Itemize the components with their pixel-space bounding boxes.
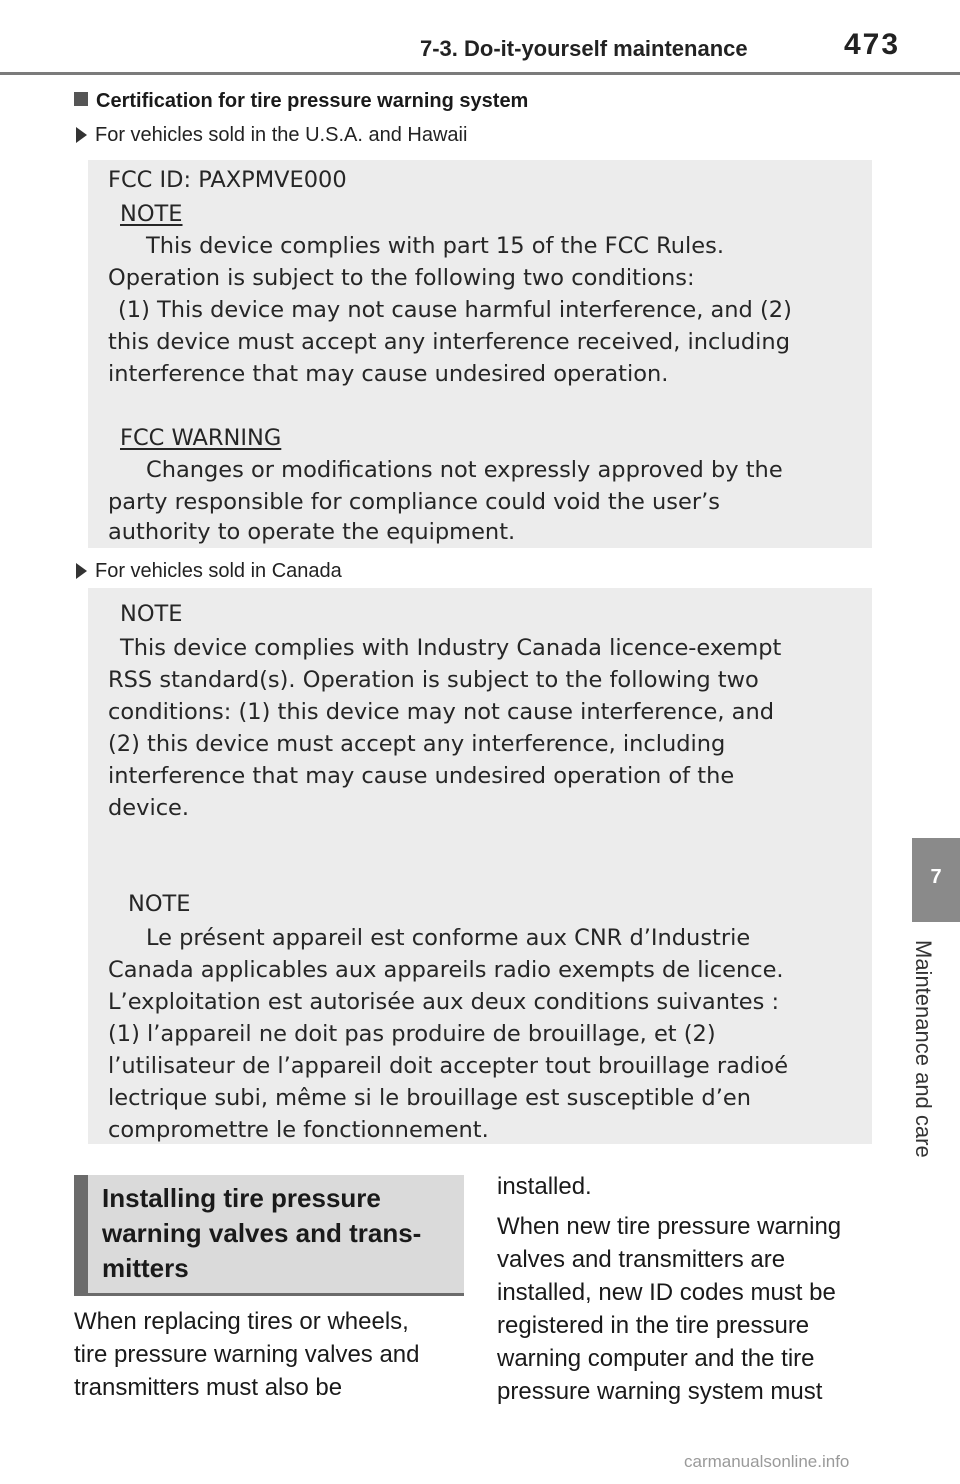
canada-note-fr-line: Le présent appareil est conforme aux CNR d’Industrie (146, 925, 751, 951)
installing-title-line: warning valves and trans- (102, 1218, 422, 1248)
installing-section-title (102, 1181, 421, 1286)
canada-note-en-line: (2) this device must accept any interference, including (108, 731, 726, 757)
fcc-note-line: This device complies with part 15 of the FCC Rules. (146, 233, 724, 259)
canada-note-en-heading: NOTE (120, 601, 183, 627)
fcc-warning-line: Changes or modifications not expressly approved by the (146, 457, 783, 483)
chapter-tab (912, 838, 960, 922)
certification-heading-text: Certification for tire pressure warning system (96, 90, 529, 112)
triangle-bullet-icon (76, 127, 87, 143)
installing-section-box (74, 1175, 464, 1295)
canada-note-en-line: device. (108, 795, 190, 821)
canada-note-fr-heading: NOTE (128, 891, 191, 917)
triangle-bullet-icon (76, 563, 87, 579)
canada-bullet-text: For vehicles sold in Canada (95, 560, 342, 582)
canada-note-en-line: conditions: (1) this device may not cause interference, and (108, 699, 774, 725)
page-header (0, 0, 960, 78)
installing-left-column (74, 1305, 420, 1404)
body-line: transmitters must also be (74, 1374, 343, 1401)
chapter-label (911, 940, 952, 1200)
page-number: 473 (844, 28, 901, 61)
fcc-warning-line: authority to operate the equipment. (108, 519, 516, 545)
fcc-note-line: Operation is subject to the following two conditions: (108, 265, 695, 291)
body-line: installed, new ID codes must be (497, 1279, 836, 1306)
canada-note-fr-line: L’exploitation est autorisée aux deux conditions suivantes : (108, 989, 780, 1015)
fcc-note-heading: NOTE (120, 201, 183, 227)
canada-label-image (88, 588, 872, 1144)
body-line: When replacing tires or wheels, (74, 1308, 409, 1335)
header-divider (0, 72, 960, 75)
installing-title-line: Installing tire pressure (102, 1183, 381, 1213)
fcc-warning-heading: FCC WARNING (120, 425, 282, 451)
canada-note-fr-line: Canada applicables aux appareils radio exempts de licence. (108, 957, 784, 983)
fcc-label-image (88, 160, 872, 548)
body-line: registered in the tire pressure (497, 1312, 810, 1339)
canada-note-en-line: This device complies with Industry Canada licence-exempt (120, 635, 782, 661)
fcc-note-line: this device must accept any interference received, including (108, 329, 790, 355)
square-bullet-icon (74, 92, 88, 106)
canada-note-fr-line: lectrique subi, même si le brouillage est susceptible d’en (108, 1085, 751, 1111)
body-paragraph (497, 1210, 841, 1408)
section-title: 7-3. Do-it-yourself maintenance (420, 36, 748, 61)
fcc-id: FCC ID: PAXPMVE000 (108, 167, 347, 193)
body-line: tire pressure warning valves and (74, 1341, 420, 1368)
body-line: warning computer and the tire (497, 1345, 815, 1372)
canada-note-fr-line: l’utilisateur de l’appareil doit accepter tout brouillage radioé (108, 1053, 789, 1079)
fcc-note-line: (1) This device may not cause harmful interference, and (2) (118, 297, 792, 323)
canada-note-fr-line: (1) l’appareil ne doit pas produire de brouillage, et (2) (108, 1021, 716, 1047)
canada-note-en-line: RSS standard(s). Operation is subject to the following two (108, 667, 759, 693)
canada-note-fr-line: compromettre le fonctionnement. (108, 1117, 489, 1143)
installing-right-column (497, 1170, 841, 1408)
body-line: When new tire pressure warning (497, 1213, 842, 1240)
usa-bullet-text: For vehicles sold in the U.S.A. and Hawaii (95, 124, 468, 146)
body-line: pressure warning system must (497, 1378, 823, 1405)
installing-title-line: mitters (102, 1253, 189, 1283)
watermark: carmanualsonline.info (684, 1452, 850, 1471)
canada-bullet (76, 560, 342, 583)
fcc-warning-line: party responsible for compliance could void the user’s (108, 489, 720, 515)
chapter-title: Maintenance and care (911, 940, 936, 1158)
canada-note-en-line: interference that may cause undesired operation of the (108, 763, 735, 789)
body-line: valves and transmitters are (497, 1246, 786, 1273)
certification-heading (74, 90, 528, 113)
fcc-note-line: interference that may cause undesired operation. (108, 361, 669, 387)
usa-bullet (76, 124, 467, 147)
body-line: installed. (497, 1173, 592, 1200)
section-box-underline (74, 1293, 464, 1296)
chapter-number: 7 (930, 866, 942, 888)
